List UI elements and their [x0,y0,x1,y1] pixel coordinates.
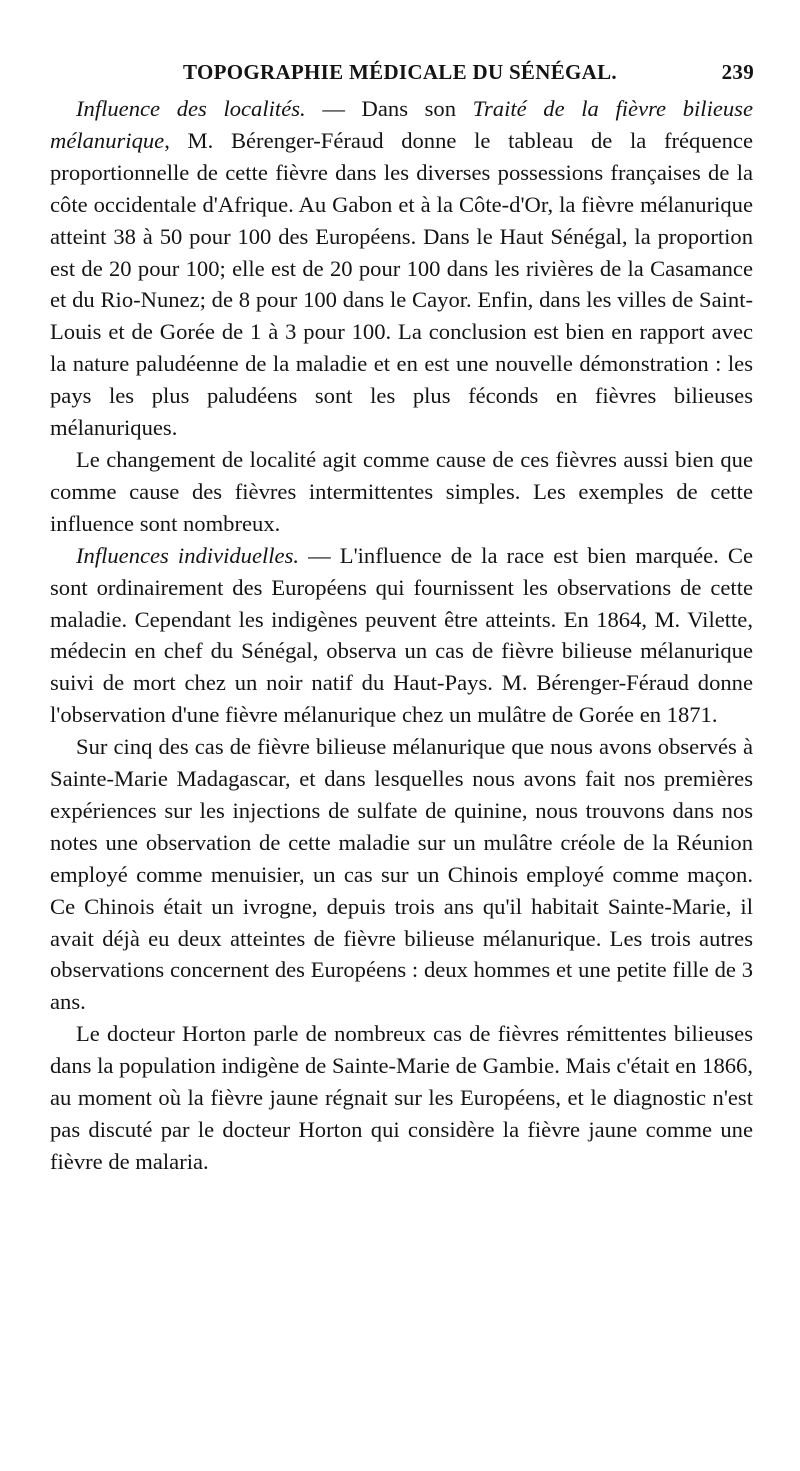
section-lead: Influence des localités. [76,96,306,121]
paragraph-changement-localite [50,444,753,540]
running-title: TOPOGRAPHIE MÉDICALE DU SÉNÉGAL. [183,60,617,84]
paragraph-text: — L'influence de la race est bien marquée. Ce sont ordinairement des Européens qui fournissent les observations de cette maladie. Cependant les indigènes peuvent être atteints. En 1864, M. Vilette, médecin en chef du Sénégal, observa un cas de fièvre bilieuse mélanurique suivi de mort chez un noir natif du Haut-Pays. M. Bérenger-Féraud donne l'observation d'une fièvre mélanurique chez un mulâtre de Gorée en 1871. [50,542,753,728]
section-lead: Influences individuelles. [76,542,300,568]
page-number: 239 [721,60,754,84]
paragraph-text: Le docteur Horton parle de nombreux cas de fièvres rémittentes bilieuses dans la population indigène de Sainte-Marie de Gambie. Mais c'était en 1866, au moment où la fièvre jaune régnait sur les Européens, et le diagnostic n'est pas discuté par le docteur Horton qui considère la fièvre jaune comme une fièvre de malaria. [50,1021,753,1174]
body-text [50,93,753,1178]
paragraph-sainte-marie [50,731,753,1018]
paragraph-text: Sur cinq des cas de fièvre bilieuse mélanurique que nous avons observés à Sainte-Marie Madagascar, et dans lesquelles nous avons fait nos premières expériences sur les injections de sulfate de quinine, nous trouvons dans nos notes une observation de cette maladie sur un mulâtre créole de la Réunion employé comme menuisier, un cas sur un Chinois employé comme maçon. Ce Chinois était un ivrogne, depuis trois ans qu'il habitait Sainte-Marie, il avait déjà eu deux atteintes de fièvre bilieuse mélanurique. Les trois autres observations concernent des Européens : deux hommes et une petite fille de 3 ans. [50,734,753,1015]
paragraph-influences-individuelles [50,540,753,731]
book-title: Traité de la fièvre bilieuse mélanurique [50,96,754,153]
paragraph-text: Le changement de localité agit comme cause de ces fièvres aussi bien que comme cause des fièvres intermittentes simples. Les exemples de cette influence sont nombreux. [50,446,753,536]
paragraph-influence-localites [50,93,753,444]
paragraph-text: — Dans son [305,96,473,121]
running-header [0,60,800,90]
paragraph-horton [50,1018,753,1178]
paragraph-text: , M. Bérenger-Féraud donne le tableau de la fréquence proportionnelle de cette fièvre dans les diverses possessions françaises de la côte occidentale d'Afrique. Au Gabon et à la Côte-d'Or, la fièvre mélanurique atteint 38 à 50 pour 100 des Européens. Dans le Haut Sénégal, la proportion est de 20 pour 100; elle est de 20 pour 100 dans les rivières de la Casamance et du Rio-Nunez; de 8 pour 100 dans le Cayor. Enfin, dans les villes de Saint-Louis et de Gorée de 1 à 3 pour 100. La conclusion est bien en rapport avec la nature paludéenne de la maladie et en est une nouvelle démonstration : les pays les plus paludéens sont les plus féconds en fièvres bilieuses mélanuriques. [50,127,753,441]
